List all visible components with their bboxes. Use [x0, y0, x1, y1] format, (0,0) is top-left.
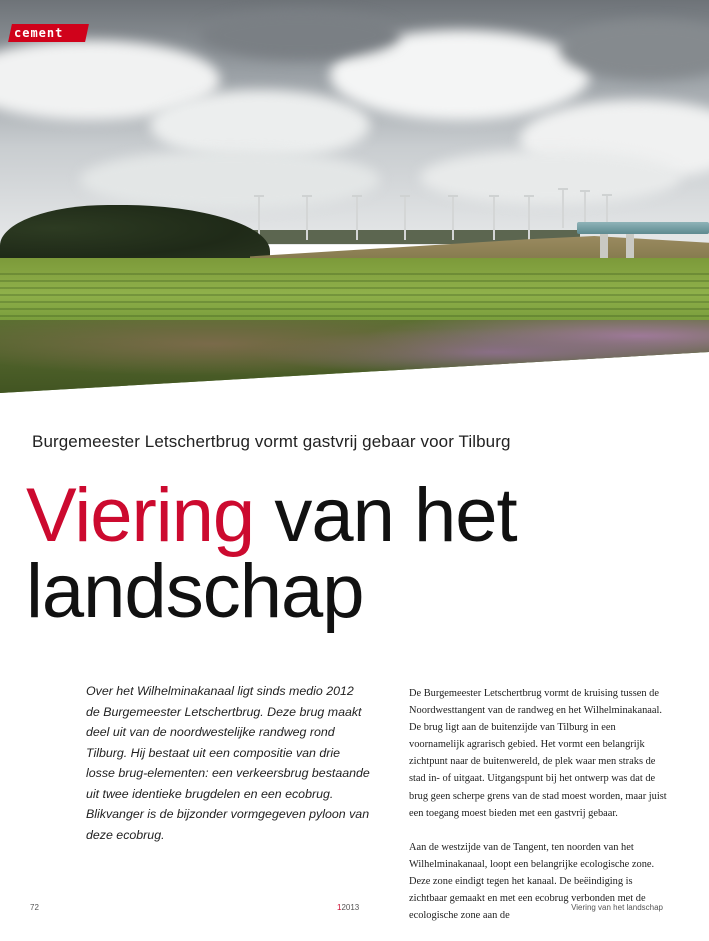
crop-rows	[0, 268, 709, 328]
bridge	[577, 222, 709, 234]
light-pole	[493, 195, 495, 240]
light-pole	[356, 195, 358, 240]
article-headline	[26, 473, 517, 634]
issue-accent: 1	[337, 903, 342, 912]
light-pole	[562, 188, 564, 228]
cloud	[420, 150, 680, 205]
cloud	[150, 90, 370, 160]
wildflower-strip	[0, 320, 709, 393]
running-title: Viering van het landschap	[571, 903, 663, 912]
article-subtitle: Burgemeester Letschertbrug vormt gastvrij gebaar voor Tilburg	[32, 432, 511, 451]
issue-label	[337, 903, 359, 912]
cloud	[200, 10, 400, 60]
light-pole	[404, 195, 406, 240]
page-number: 72	[30, 903, 39, 912]
cloud	[80, 150, 380, 210]
bridge-pier	[600, 234, 608, 260]
headline-line2: landschap	[26, 549, 364, 634]
bridge-pier	[626, 234, 634, 260]
headline-rest-line1: van het	[274, 473, 517, 558]
issue-year: 2013	[341, 903, 360, 912]
body-paragraph: Aan de westzijde van de Tangent, ten noorden van het Wilhelminakanaal, loopt een belangrijke ecologische zone. Deze zone eindigt tegen het kanaal. De beëindiging is zichtbaar gemaakt en met een ecobrug verbonden met de ecologische zone aan de	[409, 841, 655, 922]
magazine-logo-text: cement	[14, 26, 64, 40]
light-pole	[606, 194, 608, 224]
intro-paragraph: Over het Wilhelminakanaal ligt sinds medio 2012 de Burgemeester Letschertbrug. Deze brug maakt deel uit van de noordwestelijke randweg rond Tilburg. Hij bestaat uit een compositie van drie losse brug-elementen: een verkeersbrug bestaande uit twee identieke brugdelen en een ecobrug. Blikvanger is de bijzonder vormgegeven pyloon van deze ecobrug.	[86, 684, 370, 842]
intro-column	[86, 681, 370, 845]
body-paragraph: De Burgemeester Letschertbrug vormt de kruising tussen de Noordwesttangent van de randweg en het Wilhelminakanaal. De brug ligt aan de buitenzijde van Tilburg in een voornamelijk agrarisch gebied. Het vormt een belangrijk zichtpunt naar de buitenwereld, de plek waar men straks de stad in- of uitgaat. Uitgangspunt bij het ontwerp was dat de brug geen scherpe grens van de stad moest worden, maar juist een toegang moest bieden met een gastvrij gebaar.	[409, 688, 667, 819]
light-pole	[528, 195, 530, 240]
landscape-photo	[0, 0, 709, 393]
light-pole	[584, 190, 586, 224]
headline-accent-word: Viering	[26, 473, 255, 558]
light-pole	[452, 195, 454, 240]
light-pole	[306, 195, 308, 240]
